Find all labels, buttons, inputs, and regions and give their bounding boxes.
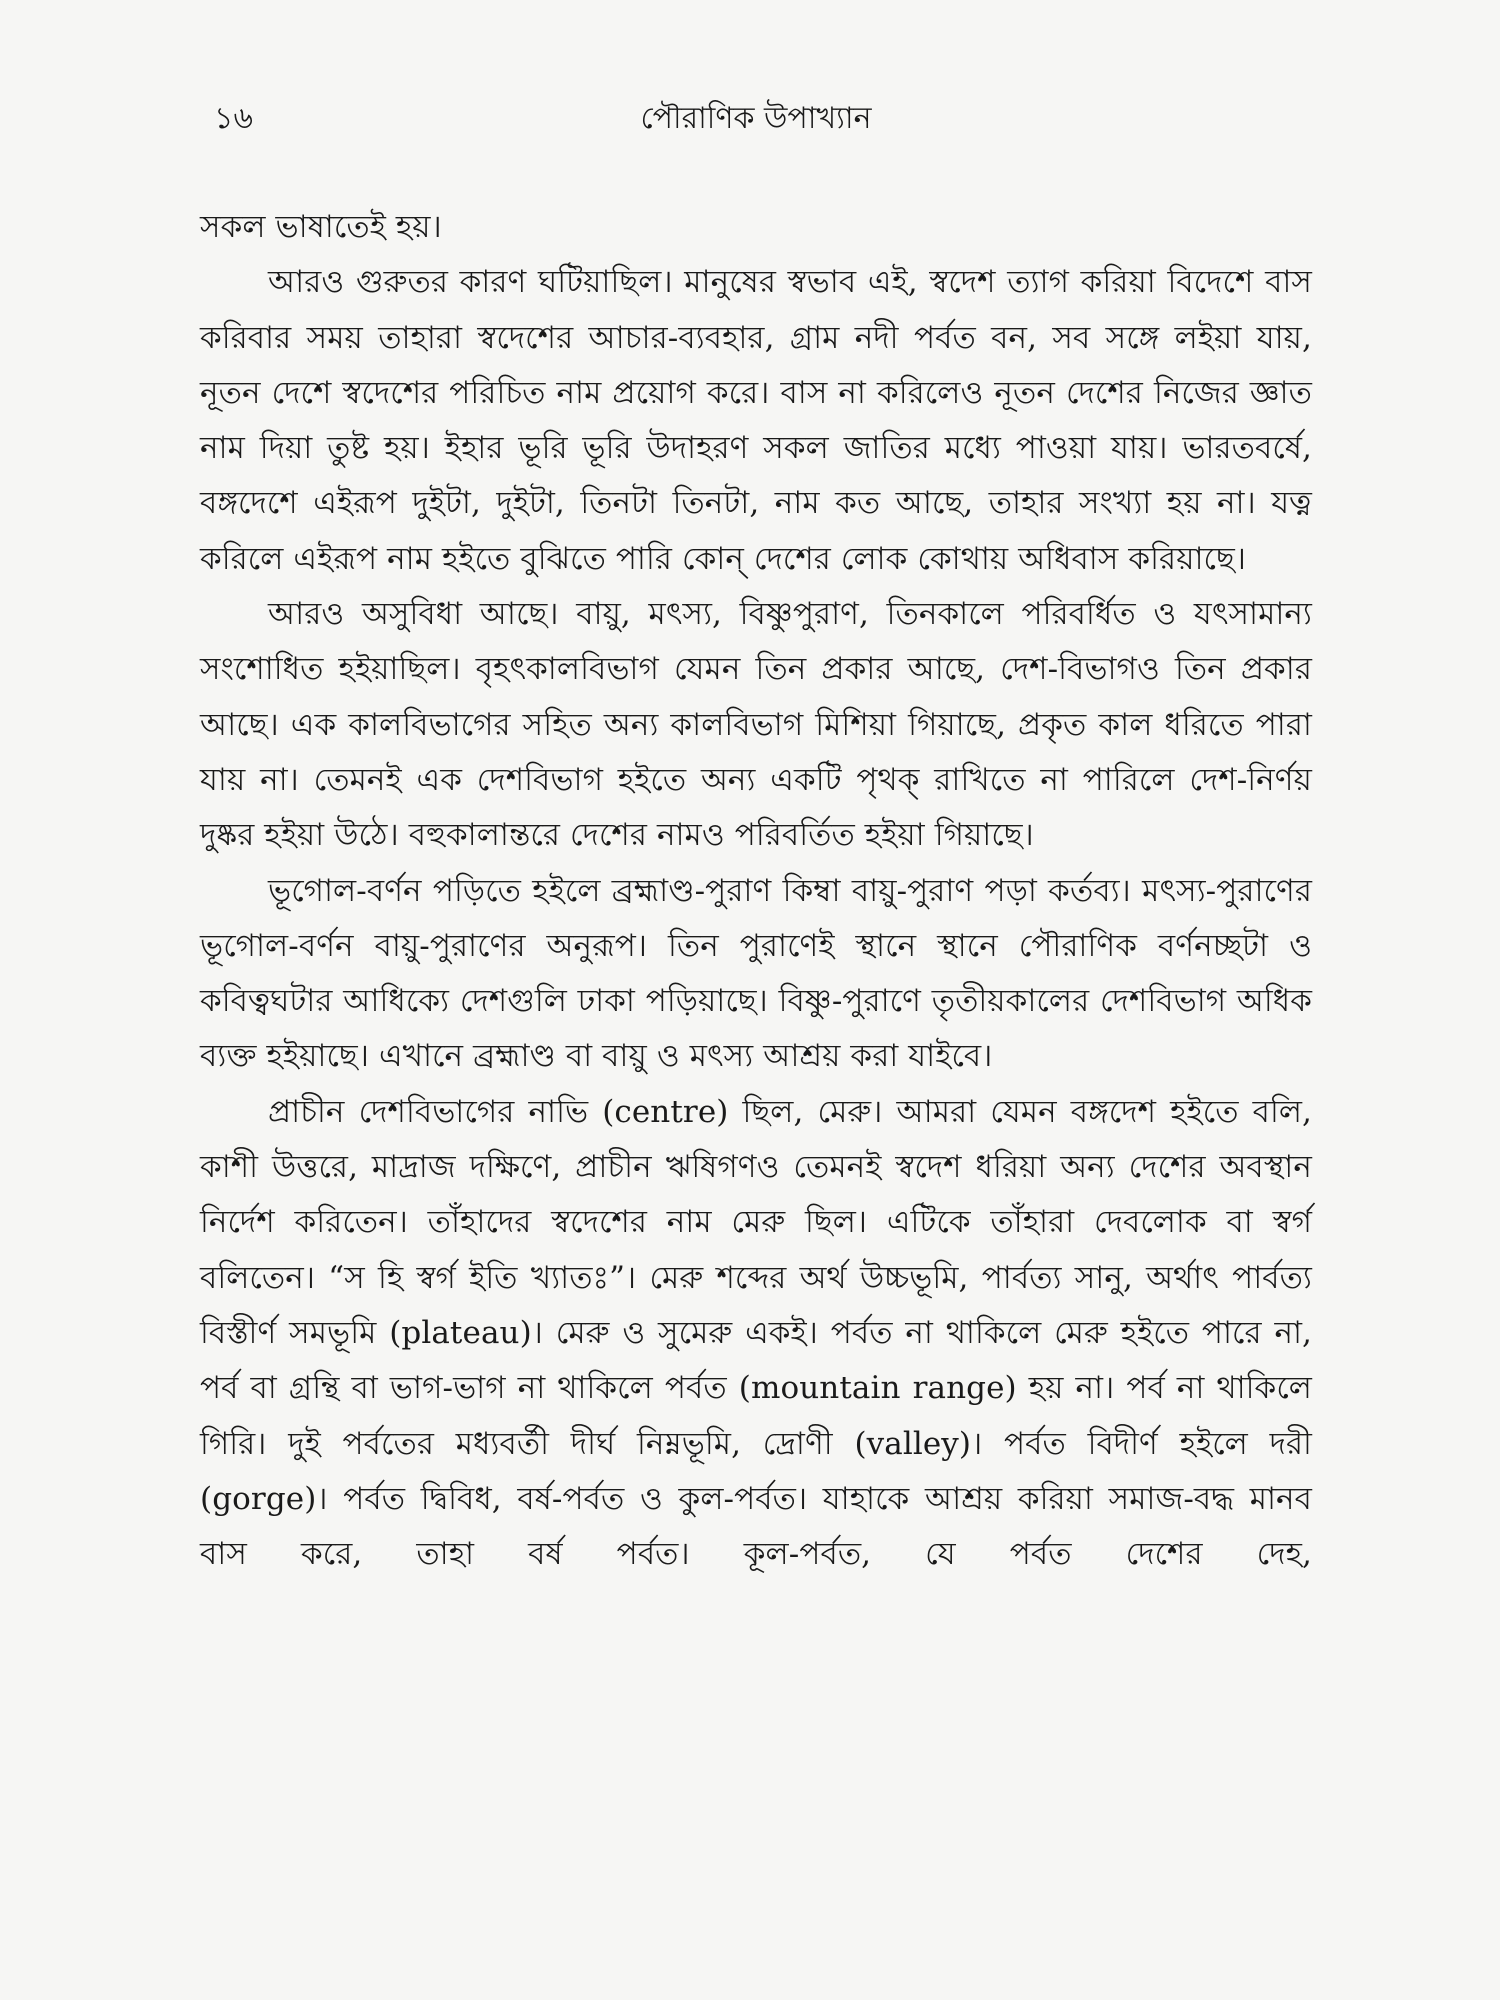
body-text bbox=[200, 200, 1312, 1582]
paragraph: আরও অসুবিধা আছে। বায়ু, মৎস্য, বিষ্ণুপুরাণ, তিনকালে পরিবর্ধিত ও যৎসামান্য সংশোধিত হইয়াছিল। বৃহৎকালবিভাগ যেমন তিন প্রকার আছে, দেশ-বিভাগও তিন প্রকার আছে। এক কালবিভাগের সহিত অন্য কালবিভাগ মিশিয়া গিয়াছে, প্রকৃত কাল ধরিতে পারা যায় না। তেমনই এক দেশবিভাগ হইতে অন্য একটি পৃথক্ রাখিতে না পারিলে দেশ-নির্ণয় দুষ্কর হইয়া উঠে। বহুকালান্তরে দেশের নামও পরিবর্তিত হইয়া গিয়াছে। bbox=[200, 596, 1312, 854]
paragraph: আরও গুরুতর কারণ ঘটিয়াছিল। মানুষের স্বভাব এই, স্বদেশ ত্যাগ করিয়া বিদেশে বাস করিবার সময় তাহারা স্বদেশের আচার-ব্যবহার, গ্রাম নদী পর্বত বন, সব সঙ্গে লইয়া যায়, নূতন দেশে স্বদেশের পরিচিত নাম প্রয়োগ করে। বাস না করিলেও নূতন দেশের নিজের জ্ঞাত নাম দিয়া তুষ্ট হয়। ইহার ভূরি ভূরি উদাহরণ সকল জাতির মধ্যে পাওয়া যায়। ভারতবর্ষে, বঙ্গদেশে এইরূপ দুইটা, দুইটা, তিনটা তিনটা, নাম কত আছে, তাহার সংখ্যা হয় না। যত্ন করিলে এইরূপ নাম হইতে বুঝিতে পারি কোন্ দেশের লোক কোথায় অধিবাস করিয়াছে। bbox=[200, 264, 1312, 577]
paragraph: ভূগোল-বর্ণন পড়িতে হইলে ব্রহ্মাণ্ড-পুরাণ কিম্বা বায়ু-পুরাণ পড়া কর্তব্য। মৎস্য-পুরাণের ভূগোল-বর্ণন বায়ু-পুরাণের অনুরূপ। তিন পুরাণেই স্থানে স্থানে পৌরাণিক বর্ণনচ্ছটা ও কবিত্বঘটার আধিক্যে দেশগুলি ঢাকা পড়িয়াছে। বিষ্ণু-পুরাণে তৃতীয়কালের দেশবিভাগ অধিক ব্যক্ত হইয়াছে। এখানে ব্রহ্মাণ্ড বা বায়ু ও মৎস্য আশ্রয় করা যাইবে। bbox=[200, 872, 1312, 1075]
running-title: পৌরাণিক উপাখ্যান bbox=[640, 101, 872, 136]
paragraph-continuation: সকল ভাষাতেই হয়। bbox=[200, 209, 442, 245]
paragraph: প্রাচীন দেশবিভাগের নাভি (centre) ছিল, মেরু। আমরা যেমন বঙ্গদেশ হইতে বলি, কাশী উত্তরে, মাদ্রাজ দক্ষিণে, প্রাচীন ঋষিগণও তেমনই স্বদেশ ধরিয়া অন্য দেশের অবস্থান নির্দেশ করিতেন। তাঁহাদের স্বদেশের নাম মেরু ছিল। এটিকে তাঁহারা দেবলোক বা স্বর্গ বলিতেন। “স হি স্বর্গ ইতি খ্যাতঃ”। মেরু শব্দের অর্থ উচ্চভূমি, পার্বত্য সানু, অর্থাৎ পার্বত্য বিস্তীর্ণ সমভূমি (plateau)। মেরু ও সুমেরু একই। পর্বত না থাকিলে মেরু হইতে পারে না, পর্ব বা গ্রন্থি বা ভাগ-ভাগ না থাকিলে পর্বত (mountain range) হয় না। পর্ব না থাকিলে গিরি। দুই পর্বতের মধ্যবর্তী দীর্ঘ নিম্নভূমি, দ্রোণী (valley)। পর্বত বিদীর্ণ হইলে দরী (gorge)। পর্বত দ্বিবিধ, বর্ষ-পর্বত ও কুল-পর্বত। যাহাকে আশ্রয় করিয়া সমাজ-বদ্ধ মানব বাস করে, তাহা বর্ষ পর্বত। কূল-পর্বত, যে পর্বত দেশের দেহ, bbox=[200, 1093, 1312, 1573]
page-number: ১৬ bbox=[214, 101, 253, 136]
page-header bbox=[200, 94, 1312, 144]
